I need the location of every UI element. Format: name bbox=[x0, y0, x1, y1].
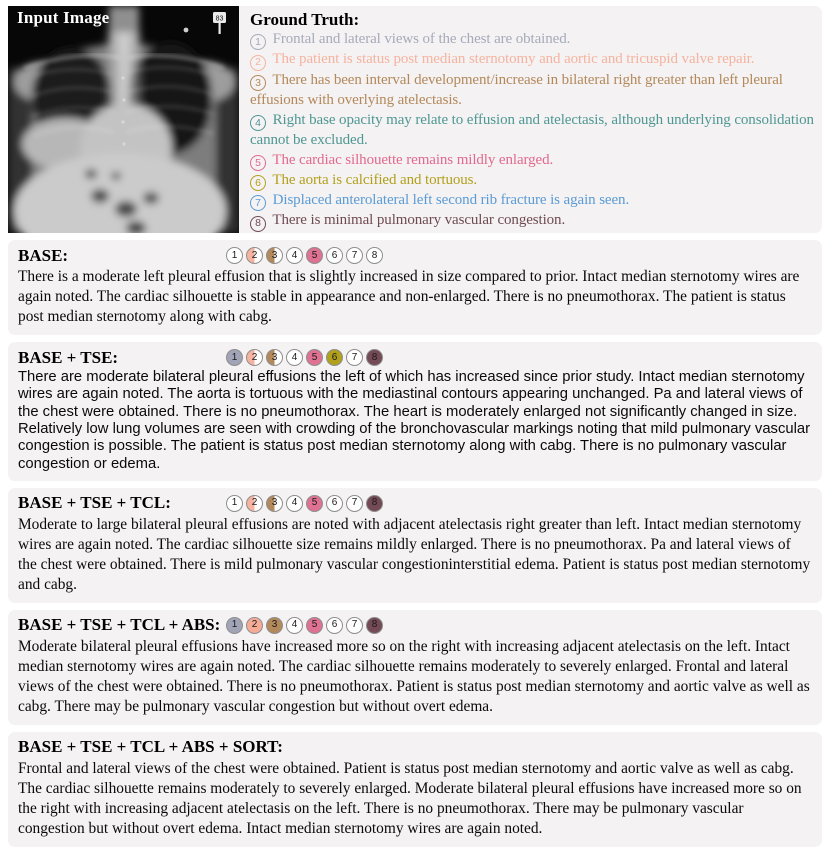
finding-badge-1: 1 bbox=[226, 495, 243, 512]
model-report-text: There is a moderate left pleural effusion that is slightly increased in size compared to prior. Intact median sternotomy wires are again noted. The cardiac silhouette is stable in appearance and non-enlarged. There is no pneumothorax. The patient is status post median sternotomy along with cabg. bbox=[18, 268, 800, 326]
ground-truth-panel bbox=[8, 6, 822, 233]
finding-badge-4: 4 bbox=[286, 247, 303, 264]
finding-badge-8: 8 bbox=[366, 349, 383, 366]
model-panel-header bbox=[18, 493, 812, 514]
finding-badge-6: 6 bbox=[326, 247, 343, 264]
model-name-heading: BASE + TSE + TCL + ABS + SORT: bbox=[18, 737, 283, 757]
panel-base-tse-tcl bbox=[8, 488, 822, 603]
finding-badges-row bbox=[226, 349, 383, 366]
finding-badge-3: 3 bbox=[266, 247, 283, 264]
finding-badge-3: 3 bbox=[266, 617, 283, 634]
finding-number-badge: 8 bbox=[250, 216, 266, 232]
finding-badge-7: 7 bbox=[346, 349, 363, 366]
ground-truth-findings-list bbox=[250, 30, 814, 232]
svg-text:83: 83 bbox=[215, 15, 224, 23]
model-report-text: Moderate to large bilateral pleural effusions are noted with adjacent atelectasis right greater than left. Intact median sternotomy wires are again noted. The cardiac silhouette size remains mildly enlarged. There is no pneumothorax. Pa and lateral views of the chest were obtained. There is mild pulmonary vascular congestioninterstitial edema. Patient is status post median sternotomy and cabg. bbox=[18, 515, 811, 593]
finding-text: Displaced anterolateral left second rib fracture is again seen. bbox=[269, 192, 630, 209]
finding-badge-8: 8 bbox=[366, 495, 383, 512]
finding-badge-5: 5 bbox=[306, 495, 323, 512]
finding-number-badge: 4 bbox=[250, 115, 266, 131]
finding-badge-2: 2 bbox=[246, 495, 263, 512]
finding-badge-5: 5 bbox=[306, 349, 323, 366]
model-name-heading: BASE + TSE + TCL: bbox=[18, 493, 171, 513]
finding-number-badge: 5 bbox=[250, 155, 266, 171]
ground-truth-finding-2 bbox=[250, 50, 814, 70]
finding-badge-4: 4 bbox=[286, 349, 303, 366]
finding-text: There has been interval development/increase in bilateral right greater than left pleural effusions with overlying atelectasis. bbox=[250, 71, 783, 108]
chest-xray-illustration bbox=[8, 6, 239, 233]
model-panel-header bbox=[18, 737, 812, 758]
finding-badge-3: 3 bbox=[266, 495, 283, 512]
ground-truth-finding-4 bbox=[250, 111, 814, 151]
finding-badges-row bbox=[226, 617, 383, 634]
finding-number-badge: 6 bbox=[250, 175, 266, 191]
panel-base-tse-tcl-abs bbox=[8, 610, 822, 725]
finding-number-badge: 7 bbox=[250, 195, 266, 211]
finding-badge-6: 6 bbox=[326, 617, 343, 634]
model-output-sections bbox=[8, 240, 822, 847]
panel-base-tse bbox=[8, 342, 822, 481]
finding-badge-1: 1 bbox=[226, 247, 243, 264]
ground-truth-finding-5 bbox=[250, 151, 814, 171]
model-name-heading: BASE: bbox=[18, 245, 69, 265]
finding-number-badge: 2 bbox=[250, 55, 266, 71]
finding-badge-7: 7 bbox=[346, 247, 363, 264]
model-name-heading: BASE + TSE: bbox=[18, 347, 119, 367]
finding-badge-3: 3 bbox=[266, 349, 283, 366]
finding-badge-4: 4 bbox=[286, 495, 303, 512]
input-image-label: Input Image bbox=[17, 8, 110, 27]
ground-truth-finding-7 bbox=[250, 191, 814, 211]
finding-badge-8: 8 bbox=[366, 247, 383, 264]
finding-badge-2: 2 bbox=[246, 617, 263, 634]
finding-badge-4: 4 bbox=[286, 617, 303, 634]
finding-badge-2: 2 bbox=[246, 247, 263, 264]
finding-badge-2: 2 bbox=[246, 349, 263, 366]
ground-truth-heading: Ground Truth: bbox=[250, 10, 360, 29]
ground-truth-finding-1 bbox=[250, 30, 814, 50]
finding-text: There is minimal pulmonary vascular congestion. bbox=[269, 212, 566, 229]
finding-text: The patient is status post median sternotomy and aortic and tricuspid valve repair. bbox=[269, 51, 755, 68]
model-report-text: There are moderate bilateral pleural effusions the left of which has increased since prior study. Intact median sternotomy wires are again noted. The aorta is tortuous with the mediastinal contours appearing unchanged. Pa and lateral views of the chest were obtained. There is no pneumothorax. The heart is moderately enlarged not significantly changed in size. Relatively low lung volumes are seen with crowding of the bronchovascular markings noting that mild pulmonary vascular congestion is possible. The patient is status post median sternotomy along with cabg. There is no pulmonary vascular congestion or edema. bbox=[18, 369, 811, 472]
finding-number-badge: 1 bbox=[250, 34, 266, 50]
finding-badge-5: 5 bbox=[306, 617, 323, 634]
ground-truth-content bbox=[245, 6, 822, 232]
model-panel-header bbox=[18, 245, 812, 266]
panel-base-tse-tcl-abs-sort bbox=[8, 732, 822, 847]
ground-truth-finding-8 bbox=[250, 211, 814, 231]
finding-text: The aorta is calcified and tortuous. bbox=[269, 171, 478, 188]
ground-truth-finding-3 bbox=[250, 71, 814, 111]
panel-base bbox=[8, 240, 822, 335]
finding-badge-6: 6 bbox=[326, 495, 343, 512]
finding-badge-7: 7 bbox=[346, 617, 363, 634]
model-panel-header bbox=[18, 347, 812, 368]
ground-truth-finding-6 bbox=[250, 171, 814, 191]
finding-badge-8: 8 bbox=[366, 617, 383, 634]
finding-badge-7: 7 bbox=[346, 495, 363, 512]
finding-text: Right base opacity may relate to effusion and atelectasis, although underlying consolidation cannot be excluded. bbox=[250, 111, 814, 148]
finding-badge-1: 1 bbox=[226, 617, 243, 634]
finding-badges-row bbox=[226, 495, 383, 512]
finding-text: Frontal and lateral views of the chest are obtained. bbox=[269, 31, 571, 47]
finding-badge-5: 5 bbox=[306, 247, 323, 264]
finding-badge-1: 1 bbox=[226, 349, 243, 366]
finding-badges-row bbox=[226, 247, 383, 264]
finding-badge-6: 6 bbox=[326, 349, 343, 366]
model-report-text: Moderate bilateral pleural effusions have increased more so on the right with increasing adjacent atelectasis on the left. Intact median sternotomy wires are again noted. The cardiac silhouette remains moderately to severely enlarged. Frontal and lateral views of the chest were obtained. There is no pneumothorax. Patient is status post median sternotomy and aortic valve as well as cabg. There may be pulmonary vascular congestion but without overt edema. bbox=[18, 637, 810, 715]
model-panel-header bbox=[18, 615, 812, 636]
finding-number-badge: 3 bbox=[250, 75, 266, 91]
finding-text: The cardiac silhouette remains mildly enlarged. bbox=[269, 151, 554, 168]
model-name-heading: BASE + TSE + TCL + ABS: bbox=[18, 615, 221, 635]
model-report-text: Frontal and lateral views of the chest were obtained. Patient is status post median sternotomy and aortic valve as well as cabg. The cardiac silhouette remains moderately to severely enlarged. Moderate bilateral pleural effusions have increased more so on the right with increasing adjacent atelectasis on the left. There is no pneumothorax. There may be pulmonary vascular congestion but without overt edema. Intact median sternotomy wires are again noted. bbox=[18, 759, 802, 837]
chest-xray-image bbox=[8, 6, 239, 233]
